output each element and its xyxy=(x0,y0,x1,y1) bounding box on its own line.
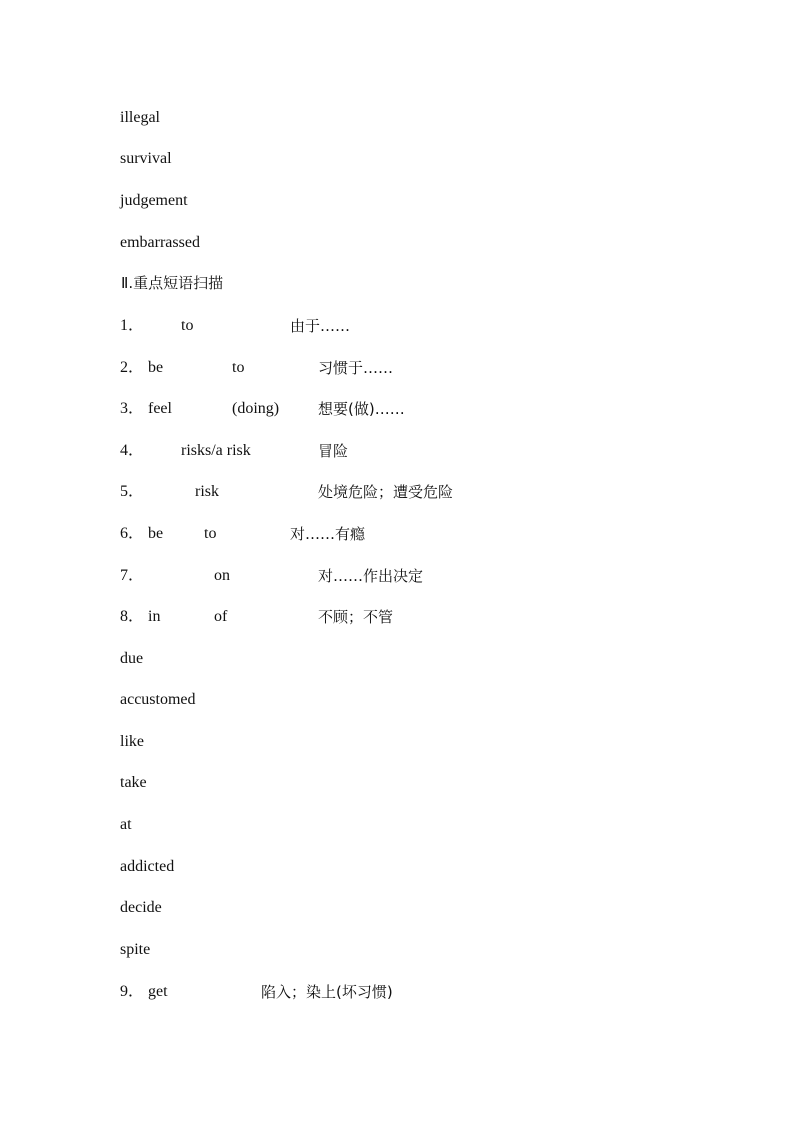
phrase-number: 5． xyxy=(120,483,145,500)
answer-word: spite xyxy=(120,941,151,958)
answer-line xyxy=(120,856,174,878)
phrase-meaning: 对……有瘾 xyxy=(290,525,366,543)
answer-line xyxy=(120,689,196,711)
word: embarrassed xyxy=(120,234,200,251)
section-heading-text: Ⅱ.重点短语扫描 xyxy=(121,274,224,292)
answer-word: decide xyxy=(120,899,162,916)
phrase-number: 8． xyxy=(120,608,145,625)
answer-word: at xyxy=(120,816,132,833)
phrase-number: 4． xyxy=(120,442,145,459)
phrase-row xyxy=(120,606,680,628)
answer-line xyxy=(120,897,162,919)
phrase-meaning: 习惯于…… xyxy=(318,359,394,377)
word-line xyxy=(120,107,160,129)
phrase-row xyxy=(120,440,680,462)
phrase-row xyxy=(120,565,680,587)
answer-word: like xyxy=(120,733,144,750)
phrase-part: to xyxy=(232,359,245,376)
phrase-number: 9． xyxy=(120,983,145,1000)
phrase-row xyxy=(120,481,680,503)
phrase-row xyxy=(120,981,680,1003)
phrase-row xyxy=(120,523,680,545)
phrase-part: on xyxy=(214,567,230,584)
phrase-meaning: 处境危险；遭受危险 xyxy=(318,483,454,501)
answer-word: accustomed xyxy=(120,691,196,708)
answer-word: take xyxy=(120,774,147,791)
phrase-part: to xyxy=(204,525,217,542)
answer-line xyxy=(120,939,150,961)
phrase-part: be xyxy=(148,525,164,542)
answer-line xyxy=(120,648,143,670)
answer-line xyxy=(120,731,144,753)
phrase-part: risk xyxy=(195,483,219,500)
phrase-meaning: 由于…… xyxy=(290,317,351,335)
phrase-part: risks/a risk xyxy=(181,442,251,459)
phrase-number: 1． xyxy=(120,317,145,334)
phrase-row xyxy=(120,357,680,379)
phrase-meaning: 想要(做)…… xyxy=(318,400,405,418)
word: illegal xyxy=(120,109,160,126)
phrase-number: 7． xyxy=(120,567,145,584)
answer-word: addicted xyxy=(120,858,175,875)
phrase-number: 3． xyxy=(120,400,145,417)
phrase-number: 6． xyxy=(120,525,145,542)
phrase-meaning: 陷入；染上(坏习惯) xyxy=(261,983,393,1001)
phrase-part: be xyxy=(148,359,164,376)
phrase-part: to xyxy=(181,317,194,334)
phrase-row xyxy=(120,398,680,420)
section-heading xyxy=(121,272,223,294)
word-line xyxy=(120,148,172,170)
phrase-meaning: 不顾；不管 xyxy=(318,608,394,626)
phrase-part: (doing) xyxy=(232,400,280,417)
word-line xyxy=(120,190,188,212)
phrase-part: of xyxy=(214,608,228,625)
word: judgement xyxy=(120,192,188,209)
answer-word: due xyxy=(120,650,144,667)
phrase-part: in xyxy=(148,608,161,625)
word: survival xyxy=(120,150,172,167)
word-line xyxy=(120,232,200,254)
phrase-part: get xyxy=(148,983,168,1000)
phrase-row xyxy=(120,315,680,337)
answer-line xyxy=(120,814,132,836)
answer-line xyxy=(120,772,147,794)
phrase-meaning: 冒险 xyxy=(318,442,349,460)
phrase-meaning: 对……作出决定 xyxy=(318,567,424,585)
phrase-number: 2． xyxy=(120,359,145,376)
phrase-part: feel xyxy=(148,400,172,417)
